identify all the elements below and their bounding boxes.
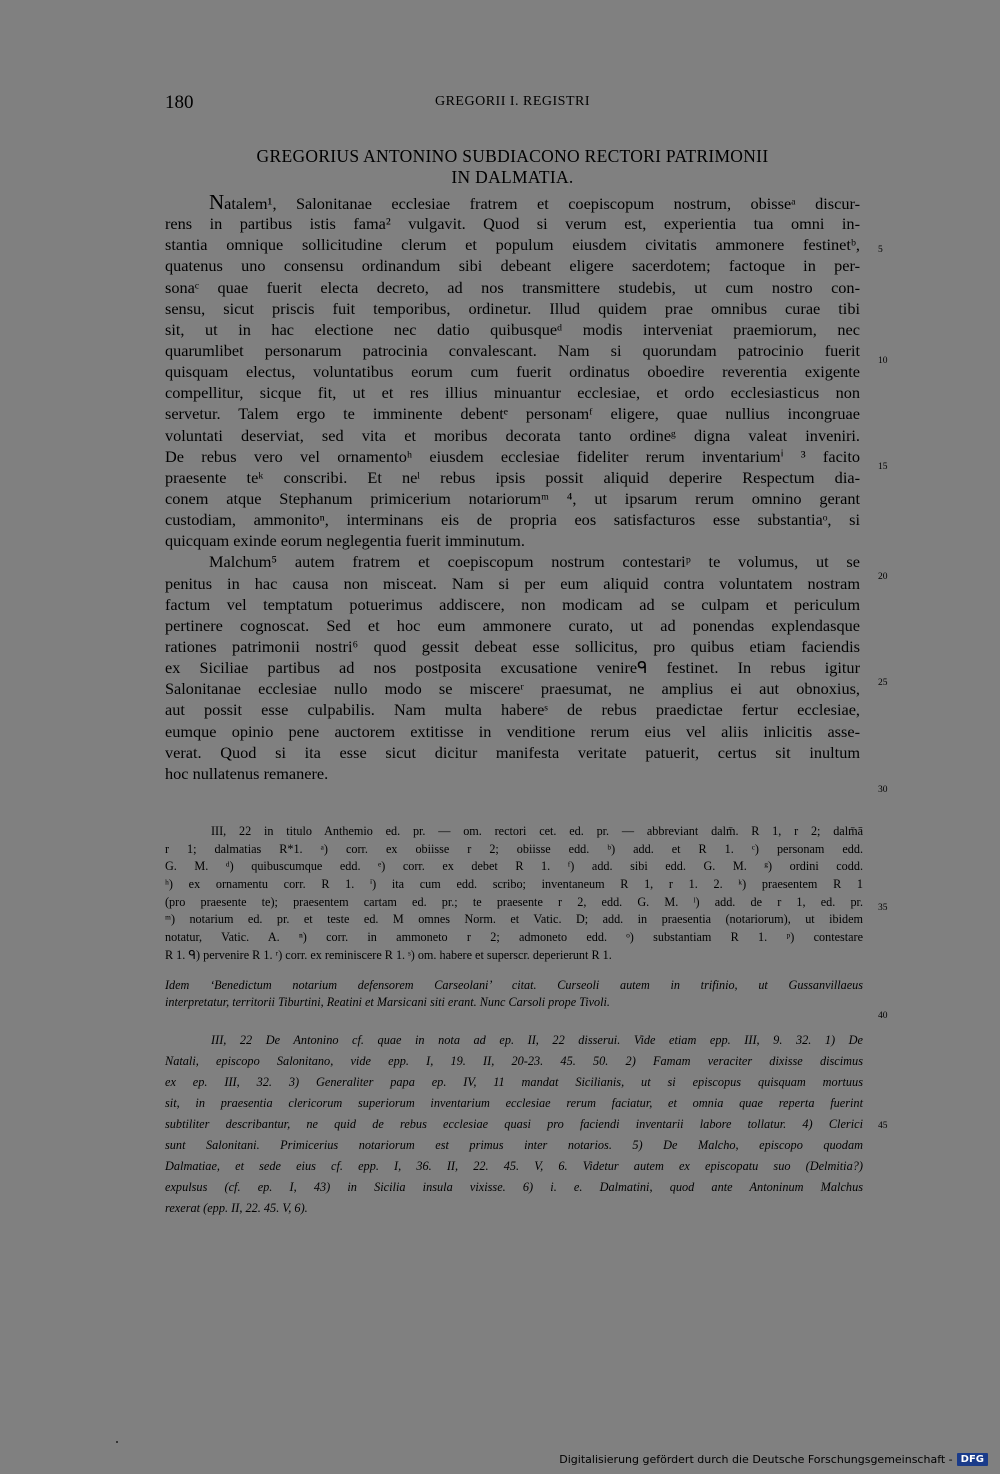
line-number: 10 (878, 356, 888, 366)
body-line: rens in partibus istis fama² vulgavit. Quod si verum est, experientia tua omni in- (165, 214, 860, 234)
body-line: praesente teᵏ conscribi. Et neˡ rebus ipsis possit aliquid deperire Respectum dia- (165, 467, 860, 487)
apparatus-line: G. M. ᵈ) quibuscumque edd. ᵉ) corr. ex debet R 1. ᶠ) add. sibi edd. G. M. ᵍ) ordini codd. (165, 859, 863, 874)
body-line: rationes patrimonii nostri⁶ quod gessit debeat esse sollicitus, pro quibus etiam faciendis (165, 636, 860, 656)
note-line: expulsus (cf. ep. I, 43) in Sicilia insula vixisse. 6) i. e. Dalmatini, quod ante Antoninum Malchus (165, 1180, 863, 1194)
note-line: sit, in praesentia clericorum superiorum inventarium ecclesiae rerum faciatur, et omnia quae reperta fuerint (165, 1096, 863, 1110)
note-line: subtiliter describantur, ne quid de rebus ecclesiae quasi pro faciendi inventarii labore tollatur. 4) Clerici (165, 1117, 863, 1131)
body-line: quicquam exinde eorum neglegentia fuerit imminutum. (165, 531, 525, 551)
body-line: quatenus uno consensu ordinandum sibi debeant eligere sacerdotem; factoque in per- (165, 256, 860, 276)
body-line: sensu, sicut priscis fuit temporibus, ordinetur. Illud quidem prae omnibus curae tibi (165, 298, 860, 318)
body-line: factum vel temptatum potuerimus addiscere, non modicam ad se culpam et periculum (165, 594, 860, 614)
line-number: 20 (878, 572, 888, 582)
scan-speck (116, 1441, 118, 1443)
line-number: 35 (878, 903, 888, 913)
body-line: conem atque Stephanum primicerium notariorumᵐ ⁴, ut ipsarum rerum omnino gerant (165, 488, 860, 508)
apparatus-line: III, 22 in titulo Anthemio ed. pr. — om. rectori cet. ed. pr. — abbreviant dalm̄. R 1, r 2; dalm̄ā (211, 824, 863, 838)
apparatus-line: ᵐ) notarium ed. pr. et teste ed. M omnes Norm. et Vatic. D; add. in praesentia (notariorum), ut ibidem (165, 912, 863, 927)
body-line: compellitur, sicque fit, ut et res illius minuantur ecclesiae, et ordo ecclesiasticus non (165, 383, 860, 403)
body-line: Salonitanae ecclesiae nullo modo se miscereʳ praesumat, ne amplius ei aut obnoxius, (165, 679, 860, 699)
apparatus-line: (pro praesente te); praesentem cartam ed. pr.; te praesente r 2, edd. G. M. ˡ) add. de r 1, ed. pr. (165, 894, 863, 909)
body-line: Natalem¹, Salonitanae ecclesiae fratrem et coepiscopum nostrum, obisseᵃ discur- (209, 190, 860, 214)
line-number: 25 (878, 678, 888, 688)
running-head: GREGORII I. REGISTRI (434, 94, 591, 109)
apparatus-line: notatur, Vatic. A. ⁿ) corr. in ammoneto r 2; admoneto edd. ᵒ) substantiam R 1. ᵖ) contestare (165, 930, 863, 945)
body-line: aut possit esse culpabilis. Nam multa habereˢ de rebus praedictae fertur ecclesiae, (165, 700, 860, 720)
commentary-notes (165, 1030, 863, 1219)
body-line: quisquam electus, voluntatibus eorum cum fuerit ordinatus oboedire reverentia exigente (165, 362, 860, 382)
body-line: verat. Quod si ita esse sicut dicitur manifesta veritate patuerit, certus sit inultum (165, 742, 860, 762)
line-number: 30 (878, 785, 888, 795)
body-line: pertinere cognoscat. Sed et hoc eum ammonere curato, ut ad ponendas explendasque (165, 615, 860, 635)
body-line: sonaᶜ quae fuerit electa decreto, ad nos transmittere studebis, ut cum nostro con- (165, 277, 860, 297)
body-line: hoc nullatenus remanere. (165, 763, 329, 783)
dfg-logo: DFG (957, 1453, 988, 1466)
footer-text: Digitalisierung gefördert durch die Deutsche Forschungsgemeinschaft - (559, 1453, 953, 1466)
drop-cap: N (209, 190, 225, 214)
body-line: custodiam, ammonitoⁿ, interminans eis de propria eos satisfacturos esse substantiaᵒ, si (165, 510, 860, 530)
page-number: 180 (165, 92, 194, 113)
note-line: Dalmatiae, et sede eius cf. epp. I, 36. II, 22. 45. V, 6. Videtur autem ex episcopatu suo (Delmitia?) (165, 1159, 863, 1173)
body-line: stantia omnique sollicitudine clerum et populum eiusdem civitatis ammonere festinetᵇ, (165, 235, 860, 255)
body-line: De rebus vero vel ornamentoʰ eiusdem ecclesiae fideliter rerum inventariumⁱ ³ facito (165, 446, 860, 466)
footer-credit (559, 1453, 988, 1466)
note-line: rexerat (epp. II, 22. 45. V, 6). (165, 1201, 308, 1215)
letter-title (165, 146, 860, 188)
body-line: eumque opinio pene auctorem extitisse in venditione rerum eius vel aliis inlicitis asse- (165, 721, 860, 741)
line-number: 40 (878, 1011, 888, 1021)
apparatus-line: r 1; dalmatias R*1. ᵃ) corr. ex obiisse r 2; obiisse edd. ᵇ) add. et R 1. ᶜ) personam edd. (165, 841, 863, 856)
body-line: voluntati deserviat, sed vita et moribus decorata tanto ordineᵍ digna valeat inveniri. (165, 425, 860, 445)
title-line-1: GREGORIUS ANTONINO SUBDIACONO RECTORI PATRIMONII (256, 146, 769, 166)
line-number: 15 (878, 462, 888, 472)
body-line: Malchum⁵ autem fratrem et coepiscopum nostrum contestariᵖ te volumus, ut se (209, 552, 860, 572)
apparatus-line: R 1. ᑫ) pervenire R 1. ʳ) corr. ex reminiscere R 1. ˢ) om. habere et superscr. deperierunt R 1. (165, 947, 612, 962)
body-line: sit, ut in hac electione nec datio quibusqueᵈ modis interveniat praemiorum, nec (165, 319, 860, 339)
apparatus-gap (165, 965, 863, 977)
apparatus-line: ʰ) ex ornamentu corr. R 1. ⁱ) ita cum edd. scribo; inventaneum R 1, r 1. 2. ᵏ) praesentem R 1 (165, 877, 863, 892)
critical-apparatus (165, 823, 863, 1012)
note-line: sunt Salonitani. Primicerius notariorum est primus inter notarios. 5) De Malcho, episcopo quodam (165, 1138, 863, 1152)
apparatus-note-line: interpretatur, territorii Tiburtini, Reatini et Marsicani siti erant. Nunc Carsoli prope Tivoli. (165, 995, 610, 1010)
body-line: quarumlibet personarum patrocinia convalescant. Nam si quorundam patrocinio fuerit (165, 340, 860, 360)
note-line: III, 22 De Antonino cf. quae in nota ad ep. II, 22 disserui. Vide etiam epp. III, 9. 32. 1) De (211, 1033, 863, 1047)
line-number: 5 (878, 245, 883, 255)
page-header (165, 92, 860, 114)
letter-body (165, 192, 860, 784)
body-line: servetur. Talem ergo te imminente debentᵉ personamᶠ eligere, quae nullius incongruae (165, 404, 860, 424)
note-line: ex ep. III, 32. 3) Generaliter papa ep. IV, 11 mandat Sicilianis, ut si episcopus quisquam mortuus (165, 1075, 863, 1089)
title-line-2: IN DALMATIA. (451, 167, 574, 187)
line-number: 45 (878, 1121, 888, 1131)
apparatus-note-line: Idem ‘Benedictum notarium defensorem Carseolani’ citat. Curseoli autem in trifinio, ut Gussanvillaeus (165, 977, 863, 992)
body-line: penitus in hac causa non misceat. Nam si per eum aliquid contra voluntatem nostram (165, 573, 860, 593)
body-line: ex Siciliae partibus ad nos postposita excusatione venireᑫ festinet. In rebus igitur (165, 658, 860, 678)
note-line: Natali, episcopo Salonitano, vide epp. I, 19. II, 20-23. 45. 50. 2) Famam veraciter dixisse discimus (165, 1054, 863, 1068)
